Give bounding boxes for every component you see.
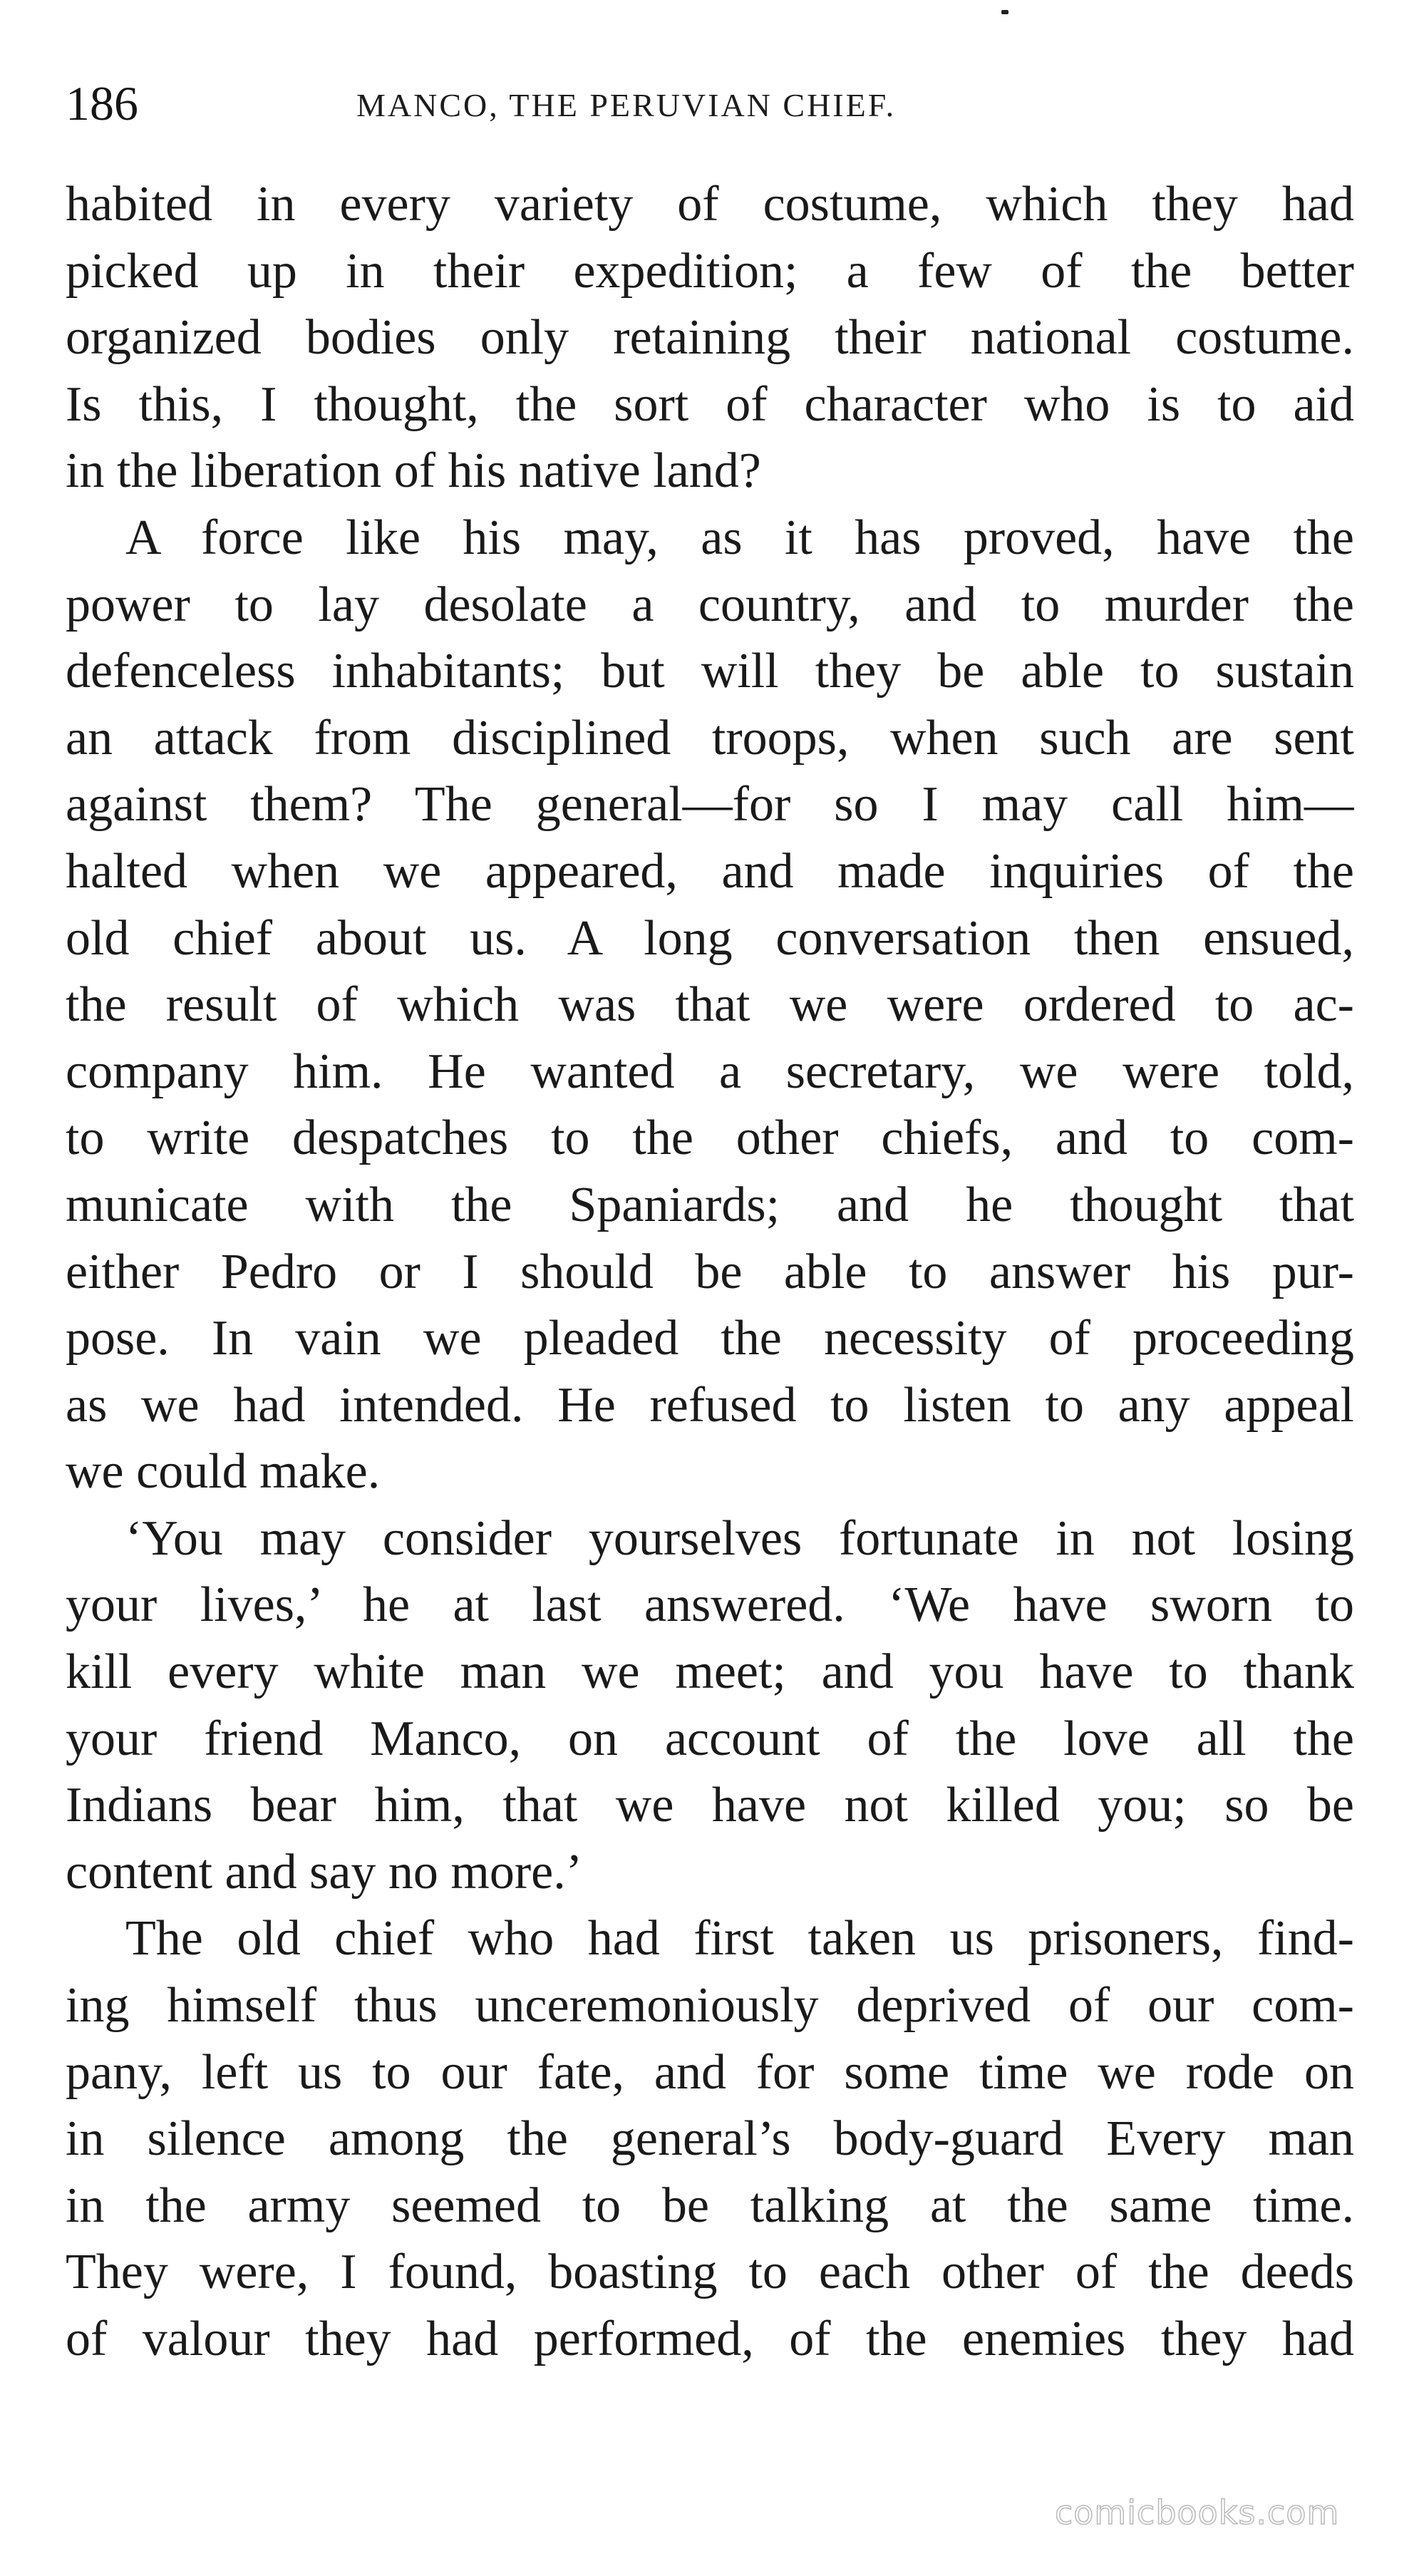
page-header [66, 71, 1348, 135]
text-line: power to lay desolate a country, and to murder the [66, 577, 1354, 632]
text-line: A force like his may, as it has proved, have the [125, 510, 1354, 565]
text-line: Indians bear him, that we have not killed you; so be [66, 1778, 1354, 1833]
text-line: They were, I found, boasting to each other of the deeds [66, 2245, 1354, 2300]
text-line: we could make. [66, 1444, 381, 1500]
text-line: as we had intended. He refused to listen to any appeal [66, 1377, 1354, 1433]
text-line: either Pedro or I should be able to answer his pur- [66, 1244, 1354, 1299]
text-line: The old chief who had first taken us prisoners, find- [125, 1911, 1354, 1967]
running-head: MANCO, THE PERUVIAN CHIEF. [356, 87, 897, 123]
text-line: your friend Manco, on account of the love all the [66, 1711, 1354, 1766]
text-line: in the army seemed to be talking at the same time. [66, 2178, 1354, 2233]
text-line: content and say no more.’ [66, 1844, 583, 1900]
text-line: Is this, I thought, the sort of character who is to aid [66, 376, 1354, 432]
text-line: old chief about us. A long conversation then ensued, [66, 910, 1354, 966]
text-line: ‘You may consider yourselves fortunate in not losing [125, 1510, 1354, 1566]
text-line: the result of which was that we were ordered to ac- [66, 977, 1354, 1033]
text-line: pose. In vain we pleaded the necessity of proceeding [66, 1311, 1354, 1366]
text-line: against them? The general—for so I may call him— [66, 777, 1354, 833]
page-number: 186 [66, 76, 138, 130]
text-line: kill every white man we meet; and you have to thank [66, 1644, 1354, 1700]
text-line: ing himself thus unceremoniously deprived of our com- [66, 1978, 1354, 2034]
text-line: in silence among the general’s body-guard Every man [66, 2111, 1354, 2167]
text-line: picked up in their expedition; a few of the better [66, 243, 1354, 299]
text-line: your lives,’ he at last answered. ‘We have sworn to [66, 1577, 1354, 1633]
ink-speck [1001, 10, 1008, 14]
text-line: to write despatches to the other chiefs, and to com- [66, 1111, 1354, 1166]
text-line: of valour they had performed, of the enemies they had [66, 2312, 1354, 2366]
text-line: halted when we appeared, and made inquiries of the [66, 843, 1354, 899]
text-line: company him. He wanted a secretary, we were told, [66, 1044, 1354, 1099]
body-text [66, 171, 1354, 2373]
text-line: in the liberation of his native land? [66, 443, 761, 499]
text-line: an attack from disciplined troops, when such are sent [66, 710, 1354, 766]
text-line: defenceless inhabitants; but will they be able to sustain [66, 644, 1354, 699]
text-line: municate with the Spaniards; and he thought that [66, 1177, 1354, 1232]
text-line: organized bodies only retaining their national costume. [66, 310, 1354, 366]
text-line: habited in every variety of costume, which they had [66, 177, 1354, 232]
watermark: comicbooks.com [1055, 2493, 1340, 2532]
text-line: pany, left us to our fate, and for some time we rode on [66, 2044, 1354, 2100]
